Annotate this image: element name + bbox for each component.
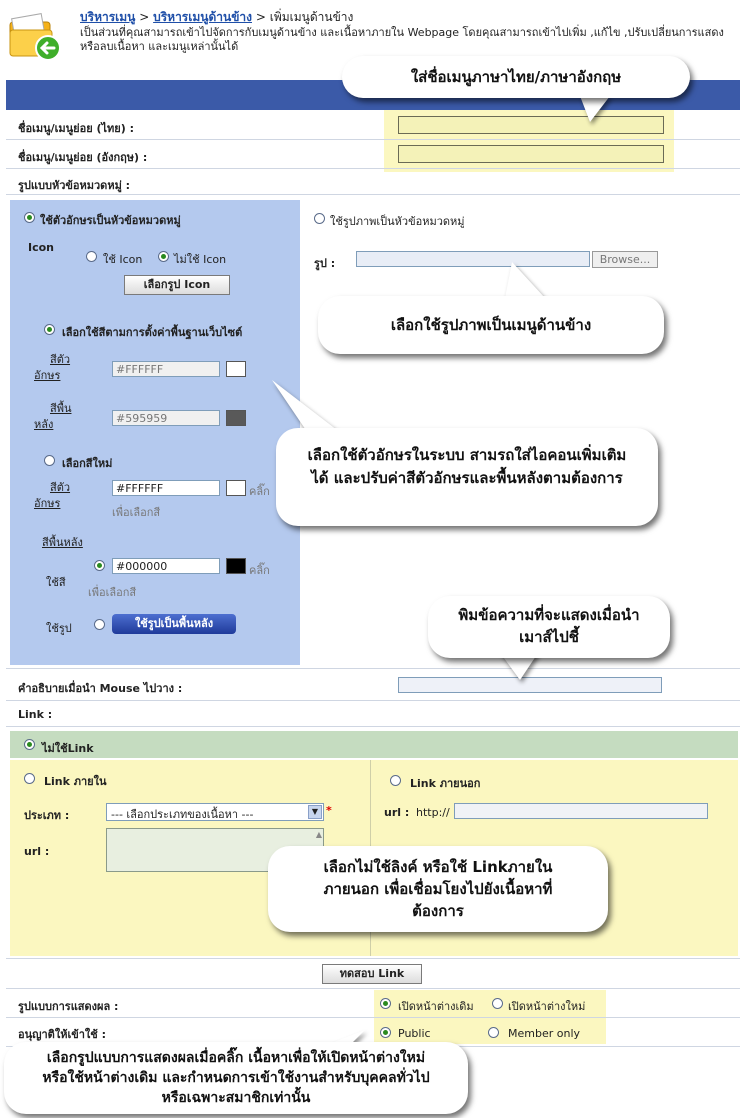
site-bg-color-input: #595959 bbox=[112, 410, 220, 426]
new-bg-color-click[interactable]: คลิ๊ก bbox=[249, 564, 270, 577]
member-only-label: Member only bbox=[508, 1027, 581, 1040]
breadcrumb-current: เพิ่มเมนูด้านข้าง bbox=[269, 10, 354, 24]
choose-icon-button[interactable]: เลือกรูป Icon bbox=[124, 275, 230, 295]
chevron-down-icon[interactable]: ▼ bbox=[308, 805, 322, 819]
new-text-color-label: สีตัว อักษร bbox=[34, 481, 71, 510]
image-label: รูป : bbox=[314, 257, 336, 270]
site-colors-label: เลือกใช้สีตามการตั้งค่าพื้นฐานเว็บไซต์ bbox=[62, 326, 243, 339]
same-window-label: เปิดหน้าต่างเดิม bbox=[398, 1000, 474, 1013]
callout-text-menu: เลือกใช้ตัวอักษรในระบบ สามรถใส่ไอคอนเพิ่มเติมได้ และปรับค่าสีตัวอักษรและพื้นหลังตามต้องการ bbox=[276, 428, 658, 526]
internal-link-label: Link ภายใน bbox=[44, 775, 107, 788]
breadcrumb-menu-admin[interactable]: บริหารเมนู bbox=[80, 10, 136, 24]
use-image-label: ใช้รูป bbox=[46, 622, 72, 635]
new-bg-color-input[interactable]: #000000 bbox=[112, 558, 220, 574]
menu-name-en-label: ชื่อเมนู/เมนูย่อย (อังกฤษ) : bbox=[18, 151, 148, 164]
callout-mouseover: พิมข้อความที่จะแสดงเมื่อนำเมาส์ไปชี้ bbox=[428, 596, 670, 658]
mouseover-label: คำอธิบายเมื่อนำ Mouse ไปวาง : bbox=[18, 682, 183, 695]
menu-name-th-label: ชื่อเมนู/เมนูย่อย (ไทย) : bbox=[18, 122, 134, 135]
site-bg-color-label: สีพื้น หลัง bbox=[34, 402, 72, 431]
link-label: Link : bbox=[18, 708, 53, 721]
category-style-label: รูปแบบหัวข้อหมวดหมู่ : bbox=[18, 179, 131, 192]
breadcrumb-side-menu[interactable]: บริหารเมนูด้านข้าง bbox=[153, 10, 252, 24]
access-label: อนุญาติให้เข้าใช้ : bbox=[18, 1028, 106, 1041]
breadcrumb: บริหารเมนู > บริหารเมนูด้านข้าง > เพิ่มเมนูด้านข้าง bbox=[80, 10, 354, 24]
use-bg-image-button[interactable]: ใช้รูปเป็นพื้นหลัง bbox=[112, 614, 236, 634]
public-label: Public bbox=[398, 1027, 431, 1040]
new-text-color-hint: เพื่อเลือกสี bbox=[112, 506, 161, 519]
external-url-label: url : bbox=[384, 806, 410, 819]
type-label: ประเภท : bbox=[24, 809, 70, 822]
scroll-up-icon[interactable]: ▲ bbox=[315, 830, 322, 839]
no-link-label: ไม่ใช้Link bbox=[42, 742, 94, 755]
new-text-color-click[interactable]: คลิ๊ก bbox=[249, 485, 270, 498]
new-color-label: เลือกสีใหม่ bbox=[62, 457, 113, 470]
display-style-label: รูปแบบการแสดงผล : bbox=[18, 1000, 119, 1013]
callout-menu-name: ใส่ชื่อเมนูภาษาไทย/ภาษาอังกฤษ bbox=[342, 56, 690, 98]
required-mark: * bbox=[326, 804, 332, 817]
image-header-option-label: ใช้รูปภาพเป็นหัวข้อหมวดหมู่ bbox=[330, 215, 465, 228]
text-header-option-label: ใช้ตัวอักษรเป็นหัวข้อหมวดหมู่ bbox=[40, 214, 181, 227]
internal-url-label: url : bbox=[24, 845, 50, 858]
test-link-button[interactable]: ทดสอบ Link bbox=[322, 964, 422, 984]
new-bg-color-hint: เพื่อเลือกสี bbox=[88, 586, 137, 599]
callout-link: เลือกไม่ใช้ลิงค์ หรือใช้ Linkภายใน ภายนอก เพื่อเชื่อมโยงไปยังเนื้อหาที่ต้องการ bbox=[268, 846, 608, 932]
external-url-prefix: http:// bbox=[416, 806, 450, 819]
background-label: สีพื้นหลัง bbox=[42, 536, 83, 549]
new-window-label: เปิดหน้าต่างใหม่ bbox=[508, 1000, 586, 1013]
new-text-color-input[interactable]: #FFFFFF bbox=[112, 480, 220, 496]
use-color-label: ใช้สี bbox=[46, 576, 66, 589]
site-text-color-input: #FFFFFF bbox=[112, 361, 220, 377]
external-link-label: Link ภายนอก bbox=[410, 777, 481, 790]
page-description: เป็นส่วนที่คุณสามารถเข้าไปจัดการกับเมนูด้านข้าง และเนื้อหาภายใน Webpage โดยคุณสามารถเข้าไปเพิ่ม ,แก้ไข ,ปรับเปลี่ยนการแสดง หรือลบเนื้อหา และเมนูเหล่านั้นได้ bbox=[80, 26, 724, 53]
no-icon-label: ไม่ใช้ Icon bbox=[174, 253, 227, 266]
site-text-color-label: สีตัว อักษร bbox=[34, 353, 71, 382]
type-select-value: --- เลือกประเภทของเนื้อหา --- bbox=[111, 808, 254, 821]
use-icon-label: ใช้ Icon bbox=[103, 253, 143, 266]
browse-button[interactable]: Browse... bbox=[592, 251, 658, 268]
icon-label: Icon bbox=[28, 241, 55, 254]
callout-image-menu: เลือกใช้รูปภาพเป็นเมนูด้านข้าง bbox=[318, 296, 664, 354]
callout-display: เลือกรูปแบบการแสดงผลเมื่อคลิ๊ก เนื้อหาเพื่อให้เปิดหน้าต่างใหม่หรือใช้หน้าต่างเดิม และกำหนดการเข้าใช้งานสำหรับบุคคลทั่วไปหรือเฉพาะสมาชิกเท่านั้น bbox=[4, 1042, 468, 1114]
